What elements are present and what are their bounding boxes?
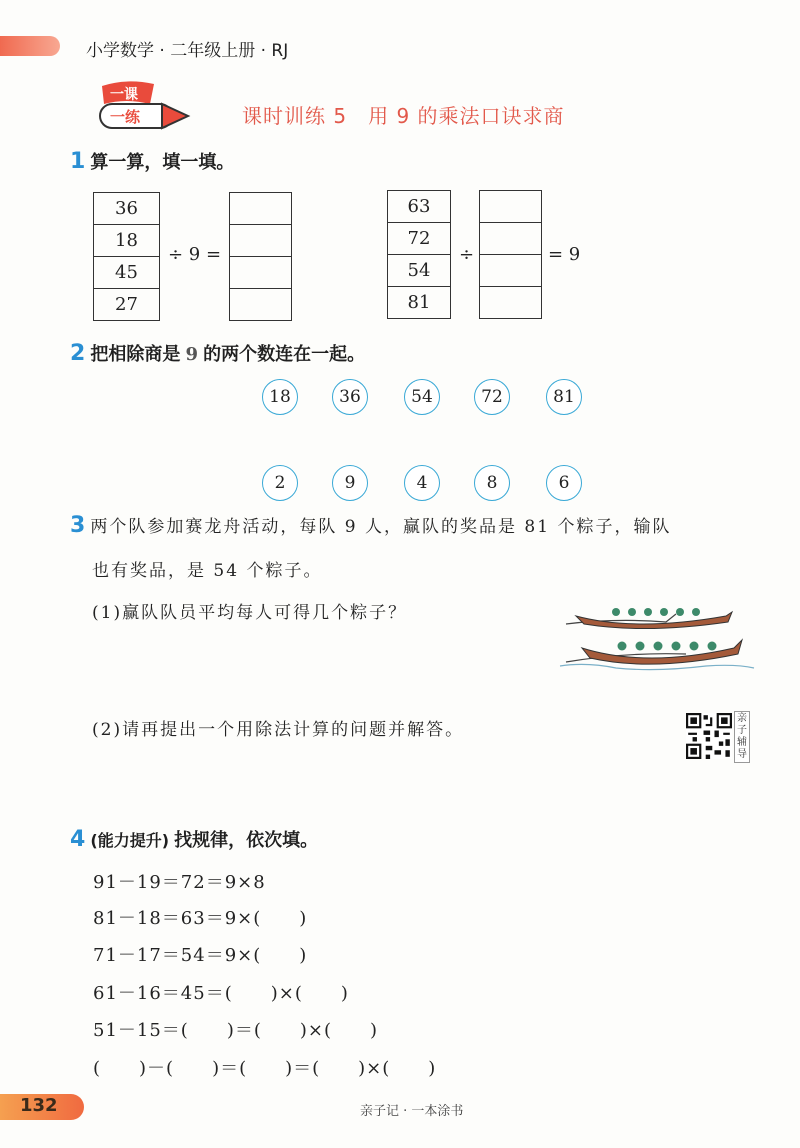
question-2-text-number: 9 [185, 344, 199, 365]
q2-bottom-circle[interactable]: 9 [332, 465, 368, 501]
q1-right-answer-blank[interactable] [480, 255, 542, 287]
qr-label: 亲子辅导 [734, 711, 750, 763]
q1-right-answer-blank[interactable] [480, 287, 542, 319]
q4-equation-line[interactable]: 61－16＝45＝( )×( ) [93, 983, 349, 1004]
q2-top-circle[interactable]: 18 [262, 379, 298, 415]
q1-right-cell: 63 [388, 191, 451, 223]
q2-bottom-circle[interactable]: 6 [546, 465, 582, 501]
header-accent-bar [0, 36, 60, 56]
question-3-sub-2: (2)请再提出一个用除法计算的问题并解答。 [92, 720, 465, 740]
lesson-title: 课时训练 5 用 9 的乘法口诀求商 [242, 104, 565, 128]
q2-bottom-circle[interactable]: 8 [474, 465, 510, 501]
q1-left-answer-table [229, 192, 292, 321]
question-1-text: 算一算，填一填。 [90, 152, 235, 173]
q1-left-cell: 45 [94, 257, 160, 289]
q2-top-circle[interactable]: 36 [332, 379, 368, 415]
question-4-number: 4 [70, 827, 86, 852]
q4-equation-line: 91－19＝72＝9×8 [93, 872, 266, 893]
q2-bottom-circle[interactable]: 2 [262, 465, 298, 501]
question-3-text-line-1: 两个队参加赛龙舟活动，每队 9 人，赢队的奖品是 81 个粽子，输队 [90, 517, 672, 537]
q1-right-cell: 54 [388, 255, 451, 287]
q1-left-cell: 36 [94, 193, 160, 225]
question-3-number: 3 [70, 513, 86, 538]
q2-top-circle[interactable]: 54 [404, 379, 440, 415]
q1-left-table [93, 192, 160, 321]
q1-right-answer-table [479, 190, 542, 319]
q1-left-operator: ÷ 9 = [168, 244, 222, 265]
question-2-number: 2 [70, 341, 86, 366]
q4-equation-line[interactable]: 71－17＝54＝9×( ) [93, 945, 308, 966]
question-2-text-before: 把相除商是 [90, 344, 181, 365]
badge-top-text: 一课 [110, 87, 138, 103]
q1-left-answer-blank[interactable] [230, 225, 292, 257]
q4-equation-line[interactable]: ( )－( )＝( )＝( )×( ) [93, 1058, 437, 1079]
book-title: 小学数学 · 二年级上册 · RJ [86, 41, 289, 61]
dragon-boat-illustration-icon [556, 592, 756, 674]
question-2-text-after: 的两个数连在一起。 [203, 344, 366, 365]
q4-equation-line[interactable]: 81－18＝63＝9×( ) [93, 908, 308, 929]
q1-right-answer-blank[interactable] [480, 191, 542, 223]
q1-right-cell: 81 [388, 287, 451, 319]
question-3-text-line-2: 也有奖品，是 54 个粽子。 [92, 561, 323, 581]
q1-right-table [387, 190, 451, 319]
question-4-tag: (能力提升) [90, 831, 170, 850]
qr-code-icon[interactable] [686, 713, 732, 759]
q4-equation-line[interactable]: 51－15＝( )＝( )×( ) [93, 1020, 379, 1041]
question-1-heading [70, 148, 234, 174]
badge-bottom-text: 一练 [110, 108, 141, 126]
footer-text: 亲子记 · 一本涂书 [360, 1104, 464, 1119]
question-4-text: 找规律，依次填。 [174, 830, 319, 851]
q1-left-cell: 27 [94, 289, 160, 321]
q2-top-circle[interactable]: 72 [474, 379, 510, 415]
question-4-heading [70, 826, 318, 852]
q1-left-answer-blank[interactable] [230, 289, 292, 321]
q2-top-circle[interactable]: 81 [546, 379, 582, 415]
q1-left-answer-blank[interactable] [230, 193, 292, 225]
q1-right-result: = 9 [548, 244, 581, 265]
question-1-number: 1 [70, 149, 86, 174]
question-2-heading [70, 340, 365, 366]
q1-left-cell: 18 [94, 225, 160, 257]
page-number: 132 [20, 1095, 58, 1116]
q2-bottom-circle[interactable]: 4 [404, 465, 440, 501]
q1-left-answer-blank[interactable] [230, 257, 292, 289]
question-3-sub-1: (1)赢队队员平均每人可得几个粽子？ [92, 603, 408, 623]
q1-right-operator: ÷ [459, 244, 475, 265]
lesson-badge-icon [96, 78, 196, 134]
q1-right-answer-blank[interactable] [480, 223, 542, 255]
question-3-line-1 [70, 512, 671, 538]
q1-right-cell: 72 [388, 223, 451, 255]
